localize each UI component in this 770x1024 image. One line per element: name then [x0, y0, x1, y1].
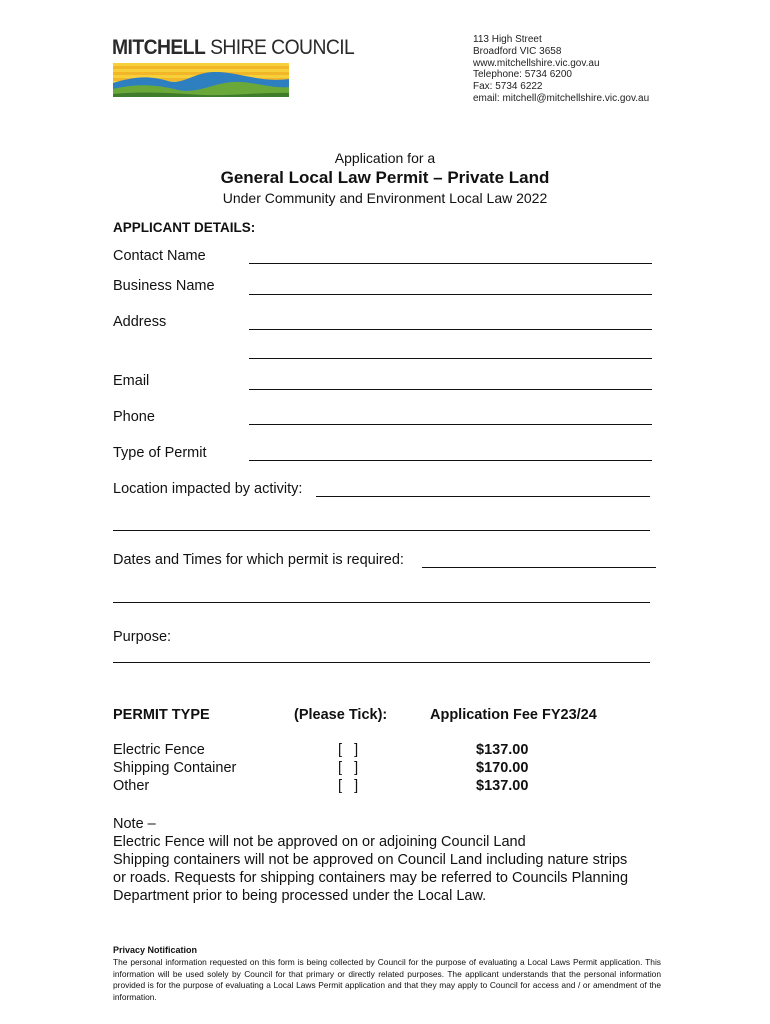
permit-row-other: Other — [113, 778, 150, 794]
phone-field[interactable] — [249, 424, 652, 425]
logo-name-light: SHIRE COUNCIL — [205, 36, 355, 59]
tick-box-shipping-container[interactable]: [ ] — [338, 760, 359, 776]
fee-electric-fence: $137.00 — [476, 742, 529, 758]
phone-label: Phone — [113, 409, 155, 425]
permit-type-column-header: PERMIT TYPE — [113, 707, 210, 723]
permit-row-shipping-container: Shipping Container — [113, 760, 237, 776]
note-line4: or roads. Requests for shipping containers may be referred to Councils Planning — [113, 870, 629, 886]
form-intro: Application for a — [334, 150, 436, 166]
tick-box-other[interactable]: [ ] — [338, 778, 359, 794]
dates-times-label: Dates and Times for which permit is required: — [113, 552, 404, 568]
permit-type-field[interactable] — [249, 460, 652, 461]
privacy-body: The personal information requested on this form is being collected by Council for the purpose of evaluating a Local Laws Permit application. This information will be used solely by Council for that primary or directly related purposes. The applicant understands that the personal information provided is for the purpose of evaluating a Local Laws Permit application and that they may apply to Council for access and / or amendment of the information. — [113, 957, 661, 1002]
permit-note — [113, 815, 673, 905]
contact-website: www.mitchellshire.vic.gov.au — [473, 57, 600, 69]
contact-name-field[interactable] — [249, 263, 652, 264]
applicant-details-heading: APPLICANT DETAILS: — [113, 220, 256, 235]
contact-address-line2: Broadford VIC 3658 — [473, 45, 562, 57]
council-logo-text — [112, 36, 354, 60]
please-tick-column-header: (Please Tick): — [294, 707, 388, 723]
business-name-label: Business Name — [113, 278, 215, 294]
address-field-line2[interactable] — [249, 358, 652, 359]
business-name-field[interactable] — [249, 294, 652, 295]
note-line5: Department prior to being processed under the Local Law. — [113, 888, 487, 904]
dates-times-field-line2[interactable] — [113, 602, 650, 603]
contact-name-label: Contact Name — [113, 248, 206, 264]
note-line1: Note – — [113, 816, 156, 832]
note-line3: Shipping containers will not be approved on Council Land including nature strips — [113, 852, 628, 868]
location-field-line1[interactable] — [316, 496, 650, 497]
purpose-field[interactable] — [113, 662, 650, 663]
email-field[interactable] — [249, 389, 652, 390]
logo-name-bold: MITCHELL — [112, 36, 206, 59]
address-label: Address — [113, 314, 167, 330]
location-field-line2[interactable] — [113, 530, 650, 531]
email-label: Email — [113, 373, 150, 389]
contact-email: email: mitchell@mitchellshire.vic.gov.au — [473, 92, 650, 104]
privacy-heading: Privacy Notification — [113, 945, 198, 955]
form-subtitle: Under Community and Environment Local Law 2022 — [222, 190, 548, 206]
form-title: General Local Law Permit – Private Land — [220, 168, 550, 187]
contact-telephone: Telephone: 5734 6200 — [473, 69, 572, 81]
purpose-label: Purpose: — [113, 629, 172, 645]
fee-shipping-container: $170.00 — [476, 760, 529, 776]
permit-row-electric-fence: Electric Fence — [113, 742, 205, 758]
council-contact-block — [473, 34, 649, 105]
note-line2: Electric Fence will not be approved on or adjoining Council Land — [113, 834, 526, 850]
address-field-line1[interactable] — [249, 329, 652, 330]
permit-type-label: Type of Permit — [113, 445, 207, 461]
dates-times-field-line1[interactable] — [422, 567, 656, 568]
application-fee-column-header: Application Fee FY23/24 — [430, 707, 597, 723]
contact-address-line1: 113 High Street — [473, 34, 542, 45]
location-label: Location impacted by activity: — [113, 481, 303, 497]
contact-fax: Fax: 5734 6222 — [473, 81, 543, 93]
tick-box-electric-fence[interactable]: [ ] — [338, 742, 359, 758]
council-logo-landscape-icon — [113, 63, 289, 97]
fee-other: $137.00 — [476, 778, 529, 794]
